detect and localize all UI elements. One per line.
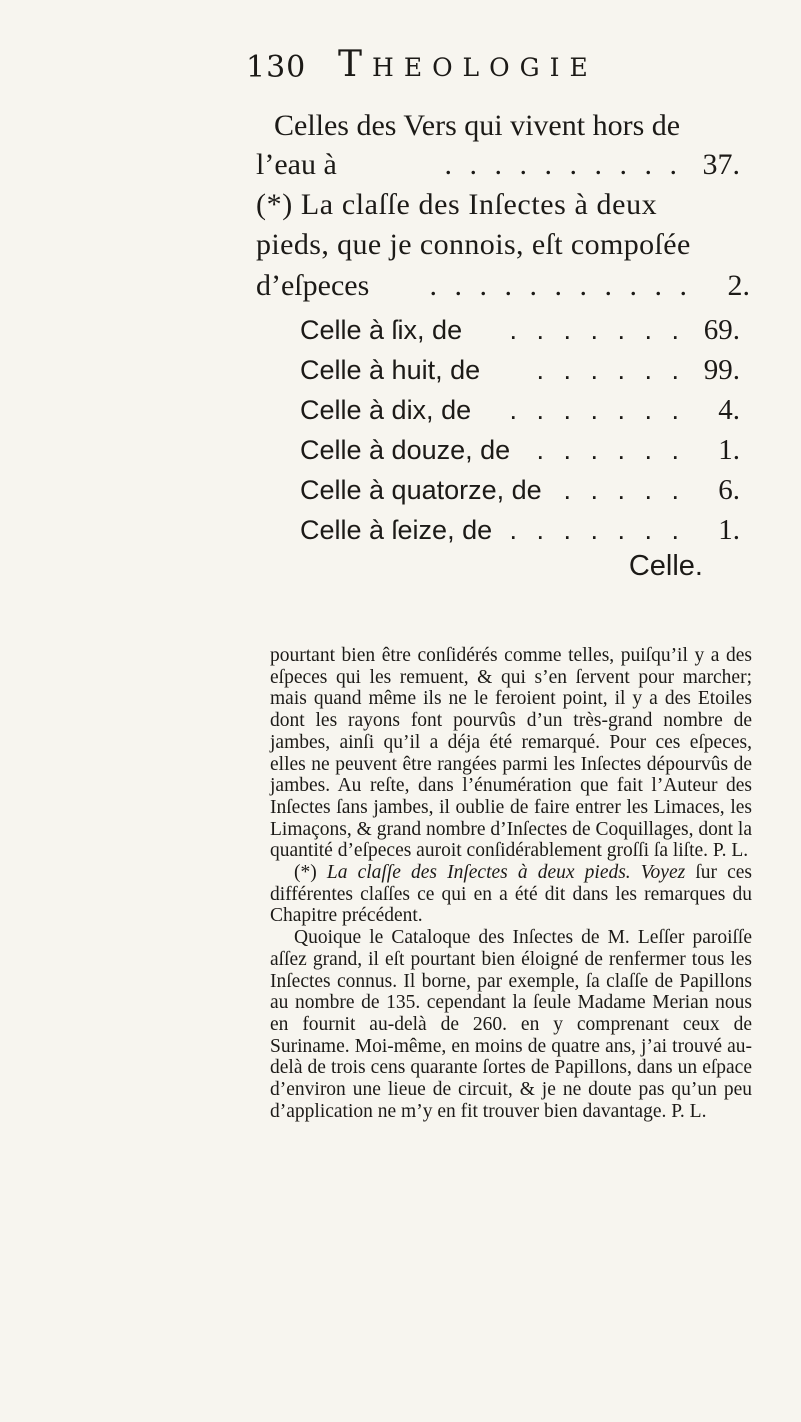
upper-line-5-dots: . . . . . . . . . . . xyxy=(429,269,692,302)
entry-number: 6. xyxy=(718,474,740,506)
entry-dots: . . . . . . . xyxy=(509,315,685,345)
upper-line-5 xyxy=(256,266,750,306)
footnote-line-1: (*) La claſſe des Inſectes à deux xyxy=(256,188,658,221)
entry-dots: . . . . . . xyxy=(536,435,685,465)
count-entry xyxy=(300,310,740,350)
entry-dots: . . . . . . . xyxy=(509,515,685,545)
entry-label: Celle à quatorze, de xyxy=(300,475,542,505)
footnote-paragraph-3: Quoique le Cataloque des Inſectes de M. Leſſer paroiſſe aſſez grand, il eſt pourtant bien éloigné de renfermer tous les Inſectes connus. Il borne, par exemple, ſa claſſe de Papillons au nombre de 135. cependant la ſeule Madame Merian nous en fournit au-delà de 260. en y comprenant ceux de Suriname. Moi-même, en moins de quatre ans, j’ai trouvé au-delà de trois cens quarante ſortes de Papillons, dans un eſpace d’environ une lieue de circuit, & je ne doute pas qu’un peu d’application ne m’y en fit trouver bien davantage. P. L. xyxy=(270,927,752,1122)
upper-line-2 xyxy=(256,145,740,185)
upper-line-1: Celles des Vers qui vivent hors de xyxy=(274,109,681,142)
entry-label: Celle à ſeize, de xyxy=(300,515,493,545)
entry-number: 69. xyxy=(703,314,740,346)
footnote-rest: ſur ces différentes claſſes ce qui en a été dit dans les remarques du Chapitre précédent. xyxy=(270,862,752,927)
upper-line-2-text: l’eau à xyxy=(256,148,337,181)
running-title: Theologie xyxy=(338,44,598,85)
upper-line-2-number: 37. xyxy=(702,148,740,181)
upper-line-2-dots: . . . . . . . . . . xyxy=(444,148,682,181)
entry-label: Celle à ſix, de xyxy=(300,315,463,345)
entry-dots: . . . . . . xyxy=(536,355,685,385)
upper-line-5-text: d’eſpeces xyxy=(256,269,370,302)
count-entry xyxy=(300,470,740,510)
footnote-paragraph-1: pourtant bien être conſidérés comme telles, puiſqu’il y a des eſpeces qui les remuent, & qui s’en ſervent pour marcher; mais quand même ils ne le feroient point, il y a des Etoiles dont les rayons font pourvûs d’un très-grand nombre de jambes, ainſi qu’il a déja été remarqué. Pour ces eſpeces, elles ne peuvent être rangées parmi les Inſectes dépourvûs de jambes. Au reſte, dans l’énumération que fait l’Auteur des Inſectes ſans jambes, il oublie de faire entrer les Limaces, les Limaçons, & grand nombre d’Inſectes de Coquillages, dont la quantité d’eſpeces auroit conſidérablement groſſi ſa liſte. P. L. xyxy=(270,645,752,862)
count-entry xyxy=(300,510,740,550)
entry-label: Celle à douze, de xyxy=(300,435,511,465)
entry-dots: . . . . . xyxy=(563,475,685,505)
entry-number: 1. xyxy=(718,514,740,546)
upper-line-5-number: 2. xyxy=(727,269,750,302)
page-number: 130 xyxy=(246,50,307,85)
footnote-text xyxy=(270,645,752,1122)
footnote-italic: La claſſe des Inſectes à deux pieds. Voyez xyxy=(326,862,686,884)
footnote-line-2: pieds, que je connois, eſt compoſée xyxy=(256,228,691,261)
entry-number: 4. xyxy=(718,394,740,426)
count-entry xyxy=(300,390,740,430)
footnote-mark: (*) xyxy=(294,862,327,884)
entry-label: Celle à dix, de xyxy=(300,395,472,425)
footnote-paragraph-2 xyxy=(270,862,752,927)
entry-label: Celle à huit, de xyxy=(300,355,481,385)
count-entry xyxy=(300,350,740,390)
entry-dots: . . . . . . . xyxy=(509,395,685,425)
entry-number: 99. xyxy=(703,354,740,386)
catchword: Celle. xyxy=(628,550,703,582)
count-entry xyxy=(300,430,740,470)
entry-number: 1. xyxy=(718,434,740,466)
running-head xyxy=(0,44,801,94)
